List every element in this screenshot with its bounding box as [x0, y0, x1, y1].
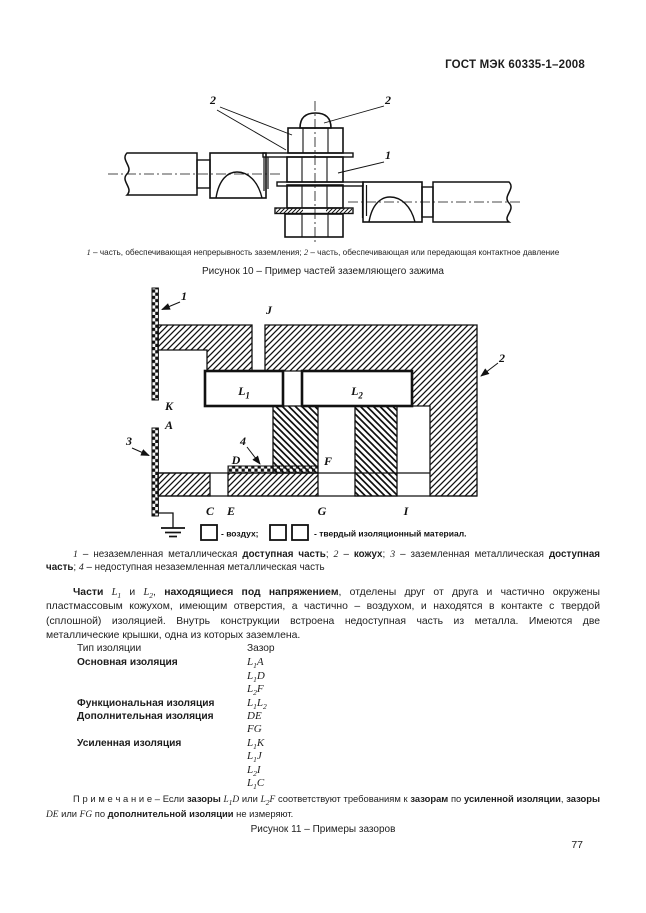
part-1-label: 1: [181, 289, 187, 303]
insulation-clearance-table: [77, 643, 437, 790]
insulation-type-cell: Усиленная изоляция: [77, 737, 182, 749]
point-F-label: F: [323, 454, 333, 468]
table-row: [77, 750, 437, 763]
table-row: [77, 656, 437, 669]
point-J-label: J: [266, 303, 272, 317]
part-1-label: 1: [385, 148, 391, 162]
clearance-cell: $L_2F$: [247, 683, 264, 698]
note-paragraph: П р и м е ч а н и е – Если зазоры $L_1D$ или $L_2F$ соответствуют требованиям к зазорам по усиленной изоляции, зазоры DE или FG по дополнительной изоляции не измеряют.: [46, 793, 600, 820]
solid-insulation-swatch-2: [292, 525, 308, 540]
clearance-cell: DE: [247, 709, 262, 722]
point-I-label: I: [403, 504, 409, 518]
table-row: [77, 683, 437, 696]
L2-label: $L_2$: [351, 384, 363, 401]
table-row: [77, 723, 437, 736]
table-row: [77, 670, 437, 683]
insulation-type-cell: Дополнительная изоляция: [77, 710, 214, 722]
insulation-type-cell: Функциональная изоляция: [77, 697, 215, 709]
clearance-cell: $L_1D$: [247, 669, 265, 684]
point-C-label: C: [205, 504, 215, 518]
part-2-label: 2: [499, 351, 505, 365]
insulation-type-cell: Основная изоляция: [77, 657, 178, 669]
document-header: ГОСТ МЭК 60335-1–2008: [445, 59, 585, 71]
insulation-type-header: Тип изоляции: [77, 643, 142, 654]
table-row: [77, 697, 437, 710]
figure-11-key: 1 – незаземленная металлическая доступная часть; 2 – кожух; 3 – заземленная металлическая доступная часть; 4 – недоступная незаземленная металлическая часть: [46, 549, 600, 573]
L1-label: $L_1$: [238, 384, 250, 401]
clearance-cell: $L_1A$: [247, 656, 264, 671]
clearance-cell: $L_1J$: [247, 750, 262, 765]
figure-10-grounding-clamp-drawing: [100, 85, 550, 245]
part-2-label: 2: [385, 93, 391, 107]
figure-11-clearances-drawing: [120, 283, 520, 545]
table-header-row: [77, 643, 437, 656]
table-row: [77, 710, 437, 723]
point-A-label: A: [164, 418, 174, 432]
body-paragraph: Части $L_1$ и $L_2$, находящиеся под напряжением, отделены друг от друга и частично окружены пластмассовым кожухом, имеющим отверстия, а частично – воздухом, и находятся в контакте с твердой (сплошной) изоляцией. Внутрь конструкции встроена недоступная часть из металла. Имеются две металлические крышки, одна из которых заземлена.: [46, 587, 601, 641]
part-3-label: 3: [126, 434, 132, 448]
solid-insulation-legend-label: - твердый изоляционный материал.: [314, 528, 467, 539]
insulating-washer-hatch: [276, 209, 303, 213]
table-body: [77, 656, 437, 790]
legend: [201, 525, 466, 540]
leader-lines: [217, 106, 384, 173]
point-D-label: D: [231, 453, 241, 467]
solid-insulation-swatch-1: [270, 525, 286, 540]
figure-10-caption: Рисунок 10 – Пример частей заземляющего зажима: [201, 266, 444, 277]
figure-10-key: 1 – часть, обеспечивающая непрерывность заземления; 2 – часть, обеспечивающая или передающая контактное давление: [86, 248, 560, 257]
live-parts: [205, 371, 412, 406]
page-number: 77: [571, 839, 583, 851]
left-cable: [125, 153, 268, 198]
bolt-stack: [263, 113, 363, 237]
table-row: [77, 777, 437, 790]
earth-symbol: [158, 513, 185, 537]
part-2-label: 2: [210, 93, 216, 107]
table-row: [77, 737, 437, 750]
table-row: [77, 764, 437, 777]
part-4-label: 4: [240, 434, 246, 448]
air-legend-label: - воздух;: [221, 528, 259, 539]
point-G-label: G: [317, 504, 327, 518]
clearance-cell: FG: [247, 723, 262, 736]
clearance-header: Зазор: [247, 643, 275, 654]
point-K-label: K: [164, 399, 174, 413]
clearance-cell: $L_2I$: [247, 763, 261, 778]
clearance-cell: $L_1K$: [247, 736, 265, 751]
figure-11-caption: Рисунок 11 – Примеры зазоров: [250, 824, 396, 835]
point-E-label: E: [226, 504, 236, 518]
air-swatch: [201, 525, 217, 540]
clearance-cell: $L_1L_2$: [247, 696, 267, 711]
clearance-cell: $L_1C$: [247, 776, 265, 792]
